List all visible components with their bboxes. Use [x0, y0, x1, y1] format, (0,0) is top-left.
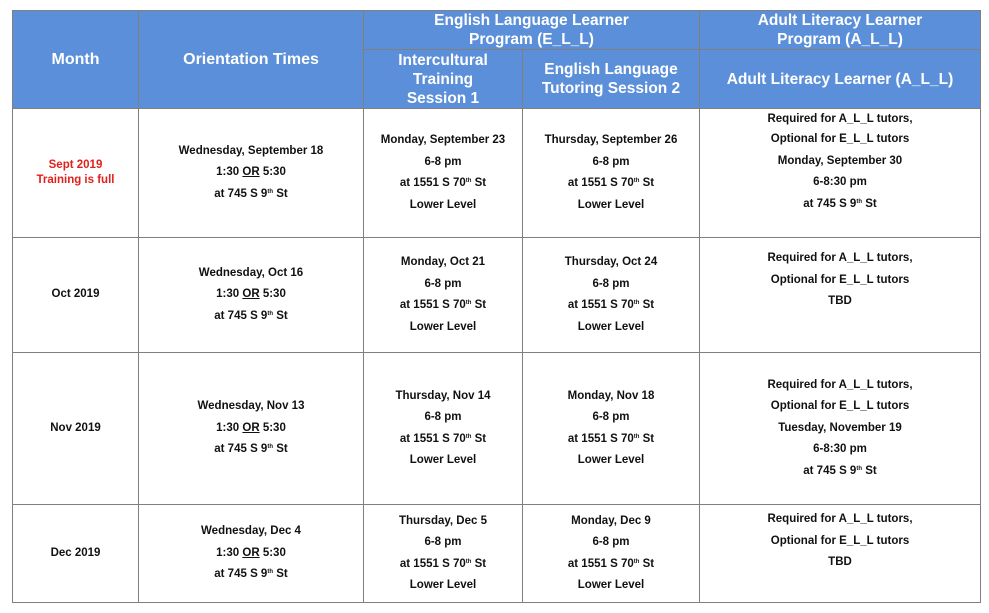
header-alp-sub: Adult Literacy Learner (A_L_L): [700, 50, 981, 109]
orientation-time: 1:30 OR 5:30: [216, 288, 286, 301]
orientation-location: at 745 S 9th St: [214, 309, 288, 322]
orientation-date: Wednesday, Nov 13: [197, 400, 305, 413]
session2-time: 6-8 pm: [592, 155, 630, 168]
session1-location: at 1551 S 70th St: [399, 177, 487, 189]
training-full-notice: Training is full: [36, 174, 115, 186]
month-cell: Nov 2019: [13, 353, 139, 505]
session2-date: Thursday, September 26: [544, 134, 678, 146]
orientation-schedule-table: [12, 10, 981, 603]
session1-date: Monday, September 23: [380, 134, 506, 146]
session1-level: Lower Level: [409, 454, 477, 466]
session1-location: at 1551 S 70th St: [399, 432, 487, 445]
header-alp-program: Adult Literacy Learner Program (A_L_L): [700, 11, 981, 50]
session2-time: 6-8 pm: [592, 411, 630, 423]
session2-location: at 1551 S 70th St: [567, 177, 655, 189]
session1-location: at 1551 S 70th St: [399, 557, 487, 570]
session2-level: Lower Level: [577, 198, 645, 211]
session1-time: 6-8 pm: [424, 536, 462, 548]
orientation-time: 1:30 OR 5:30: [216, 546, 286, 559]
alp-required: Required for A_L_L tutors,: [767, 113, 913, 125]
orientation-location: at 745 S 9th St: [214, 187, 288, 200]
session1-time: 6-8 pm: [424, 411, 462, 423]
alp-cell: [700, 505, 981, 603]
table-body: [13, 109, 981, 603]
session1-cell: [364, 109, 523, 238]
orientation-time: 1:30 OR 5:30: [216, 421, 286, 434]
session2-cell: [523, 505, 700, 603]
alp-cell: [700, 238, 981, 353]
alp-cell: [700, 353, 981, 505]
alp-location: at 745 S 9th St: [803, 464, 877, 477]
orientation-cell: [139, 505, 364, 603]
session2-date: Monday, Nov 18: [567, 389, 655, 402]
orientation-location: at 745 S 9th St: [214, 443, 288, 456]
alp-date: Tuesday, November 19: [778, 421, 902, 434]
orientation-date: Wednesday, Dec 4: [201, 525, 301, 538]
table-row: [13, 109, 981, 238]
table-row: [13, 353, 981, 505]
alp-optional: Optional for E_L_L tutors: [770, 534, 910, 547]
session2-time: 6-8 pm: [592, 277, 630, 290]
alp-tbd: TBD: [828, 556, 852, 568]
alp-optional: Optional for E_L_L tutors: [770, 133, 910, 145]
alp-time: 6-8:30 pm: [813, 443, 867, 456]
session2-cell: [523, 109, 700, 238]
alp-optional: Optional for E_L_L tutors: [770, 400, 910, 413]
session2-level: Lower Level: [577, 454, 645, 466]
session2-location: at 1551 S 70th St: [567, 432, 655, 445]
session1-cell: [364, 505, 523, 603]
session2-location: at 1551 S 70th St: [567, 557, 655, 570]
session2-date: Thursday, Oct 24: [564, 256, 658, 268]
session1-level: Lower Level: [409, 198, 477, 211]
session2-level: Lower Level: [577, 320, 645, 333]
alp-time: 6-8:30 pm: [813, 176, 867, 188]
orientation-cell: [139, 238, 364, 353]
session2-cell: [523, 353, 700, 505]
header-session2: English Language Tutoring Session 2: [523, 50, 700, 109]
session1-level: Lower Level: [409, 320, 477, 333]
session1-date: Thursday, Dec 5: [399, 514, 487, 527]
header-month: Month: [13, 11, 139, 109]
header-orientation-times: Orientation Times: [139, 11, 364, 109]
session1-time: 6-8 pm: [424, 155, 462, 168]
session1-location: at 1551 S 70th St: [399, 299, 487, 311]
table-header: [13, 11, 981, 109]
month-label: Sept 2019: [48, 159, 103, 171]
orientation-cell: [139, 353, 364, 505]
month-cell: Oct 2019: [13, 238, 139, 353]
session1-time: 6-8 pm: [424, 277, 462, 290]
orientation-location: at 745 S 9th St: [214, 568, 288, 581]
orientation-cell: [139, 109, 364, 238]
month-cell: Dec 2019: [13, 505, 139, 603]
header-session1: Intercultural Training Session 1: [364, 50, 523, 109]
table-row: [13, 505, 981, 603]
session1-date: Thursday, Nov 14: [395, 389, 491, 402]
table-row: [13, 238, 981, 353]
session1-cell: [364, 238, 523, 353]
alp-date: Monday, September 30: [777, 154, 903, 167]
session2-location: at 1551 S 70th St: [567, 299, 655, 311]
month-cell: [13, 109, 139, 238]
alp-optional: Optional for E_L_L tutors: [770, 273, 910, 286]
alp-location: at 745 S 9th St: [803, 197, 877, 210]
session1-date: Monday, Oct 21: [400, 256, 486, 268]
session2-cell: [523, 238, 700, 353]
alp-tbd: TBD: [828, 295, 852, 307]
session1-level: Lower Level: [409, 579, 477, 591]
session1-cell: [364, 353, 523, 505]
session2-date: Monday, Dec 9: [571, 514, 651, 527]
header-ell-program: English Language Learner Program (E_L_L): [364, 11, 700, 50]
orientation-date: Wednesday, September 18: [178, 144, 324, 157]
alp-required: Required for A_L_L tutors,: [767, 513, 913, 525]
alp-cell: [700, 109, 981, 238]
orientation-date: Wednesday, Oct 16: [198, 266, 304, 279]
session2-time: 6-8 pm: [592, 536, 630, 548]
alp-required: Required for A_L_L tutors,: [767, 378, 913, 391]
session2-level: Lower Level: [577, 579, 645, 591]
alp-required: Required for A_L_L tutors,: [767, 252, 913, 264]
orientation-time: 1:30 OR 5:30: [216, 166, 286, 179]
